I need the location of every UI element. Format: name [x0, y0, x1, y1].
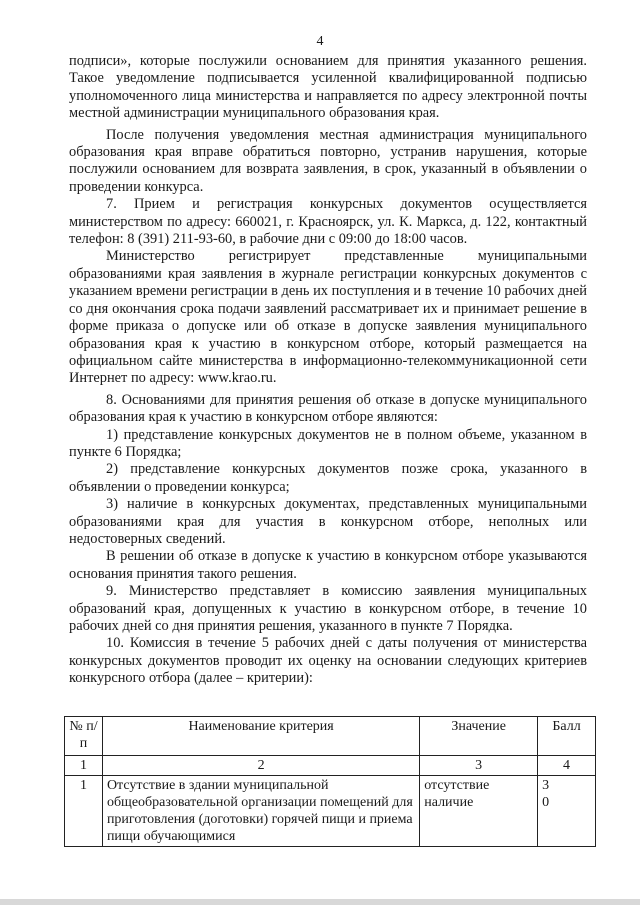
table-row — [65, 776, 596, 847]
table-cell: Отсутствие в здании муниципальной общеобразовательной организации помещений для приготовления (доготовки) горячей пищи и приема пищи обучающимися — [102, 776, 419, 847]
paragraph: После получения уведомления местная администрация муниципального образования края вправе обратиться повторно, устранив нарушения, которые послужили основанием для возврата заявления, в срок, указанный в объявлении о проведении конкурса. — [69, 126, 587, 195]
table-header-cell: Наименование критерия — [102, 717, 419, 756]
table-cell — [420, 776, 538, 847]
table-cell: 4 — [538, 756, 596, 776]
list-item: 3) наличие в конкурсных документах, представленных муниципальными образованиями края для участия в конкурсном отборе, неполных или недостоверных сведений. — [69, 496, 587, 547]
scan-edge — [0, 899, 640, 905]
criterion-score: 3 — [542, 778, 550, 793]
table-header-cell: Значение — [420, 717, 538, 756]
criterion-value: отсутствие — [424, 778, 490, 793]
list-item: 2) представление конкурсных документов позже срока, указанного в объявлении о проведении конкурса; — [69, 461, 587, 495]
table-cell: 2 — [102, 756, 419, 776]
paragraph: 10. Комиссия в течение 5 рабочих дней с даты получения от министерства конкурсных документов проводит их оценку на основании следующих критериев конкурсного отбора (далее – критерии): — [69, 635, 587, 687]
paragraph: 9. Министерство представляет в комиссию заявления муниципальных образований края, допущенных к участию в конкурсном отборе, в течение 10 рабочих дней со дня принятия решения, указанного в пункте 7 Порядка. — [69, 583, 587, 634]
table-cell: 3 — [420, 756, 538, 776]
criterion-score: 0 — [542, 795, 550, 810]
table-header-row — [65, 717, 596, 756]
page-number: 4 — [316, 34, 324, 49]
table-cell: 1 — [65, 756, 103, 776]
paragraph: 8. Основаниями для принятия решения об отказе в допуске муниципального образования края к участию в конкурсном отборе являются: — [69, 391, 587, 426]
paragraph: подписи», которые послужили основанием для принятия указанного решения. Такое уведомление подписывается усиленной квалифицированной подписью уполномоченного лица министерства и направляется по адресу электронной почты местной администрации муниципального образования края. — [69, 53, 587, 122]
table-header-cell: № п/п — [65, 717, 103, 756]
table-cell: 1 — [65, 776, 103, 847]
criteria-table — [64, 716, 596, 847]
criterion-value: наличие — [424, 795, 474, 810]
table-header-cell: Балл — [538, 717, 596, 756]
paragraph: В решении об отказе в допуске к участию в конкурсном отборе указываются основания принятия такого решения. — [69, 548, 587, 582]
document-body — [69, 53, 587, 688]
table-cell — [538, 776, 596, 847]
list-item: 1) представление конкурсных документов не в полном объеме, указанном в пункте 6 Порядка; — [69, 426, 587, 460]
paragraph: Министерство регистрирует представленные муниципальными образованиями края заявления в журнале регистрации конкурсных документов с указанием времени регистрации в день их поступления и в течение 10 рабочих дней со дня окончания срока подачи заявлений рассматривает их и принимает решение в форме приказа о допуске или об отказе в допуске заявления муниципального образования края к участию в конкурсном отборе, который размещается на официальном сайте министерства в информационно-телекоммуникационной сети Интернет по адресу: www.krao.ru. — [69, 248, 587, 387]
paragraph: 7. Прием и регистрация конкурсных документов осуществляется министерством по адресу: 660021, г. Красноярск, ул. К. Маркса, д. 122, контактный телефон: 8 (391) 211-93-60, в рабочие дни с 09:00 до 18:00 часов. — [69, 196, 587, 248]
table-column-number-row — [65, 756, 596, 776]
